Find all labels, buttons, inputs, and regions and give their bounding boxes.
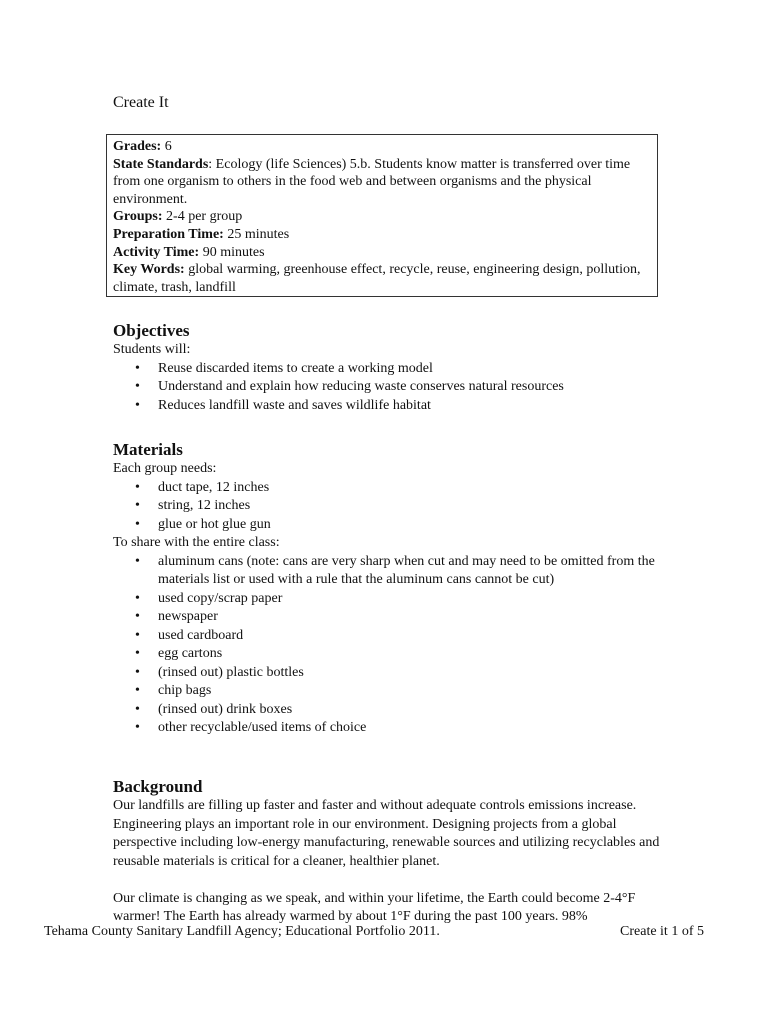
group-materials-intro: Each group needs:	[113, 461, 217, 476]
groups-value: 2-4 per group	[162, 209, 243, 225]
groups-line	[113, 208, 651, 226]
class-materials-list	[113, 553, 673, 738]
material-item: • chip bags	[113, 682, 673, 701]
material-item: • other recyclable/used items of choice	[113, 719, 673, 738]
objective-item: • Reuse discarded items to create a working model	[113, 360, 673, 379]
objectives-section	[113, 320, 673, 415]
group-materials-list	[113, 479, 673, 535]
prep-time-value: 25 minutes	[223, 226, 290, 242]
material-item: • egg cartons	[113, 645, 673, 664]
material-item: • newspaper	[113, 608, 673, 627]
standards-line	[113, 156, 651, 209]
background-heading: Background	[113, 777, 203, 796]
grades-value: 6	[161, 139, 172, 154]
objective-item: • Understand and explain how reducing waste conserves natural resources	[113, 378, 673, 397]
material-item: • used copy/scrap paper	[113, 590, 673, 609]
objectives-list	[113, 360, 673, 416]
background-paragraph: Our climate is changing as we speak, and within your lifetime, the Earth could become 2-4°F warmer! The Earth has already warmed by about 1°F during the past 100 years. 98%	[113, 890, 636, 924]
material-item: • duct tape, 12 inches	[113, 479, 673, 498]
background-section	[113, 776, 673, 927]
objective-item: • Reduces landfill waste and saves wildlife habitat	[113, 397, 673, 416]
material-item: • aluminum cans (note: cans are very sharp when cut and may need to be omitted from the materials list or used with a rule that the aluminum cans cannot be cut)	[113, 553, 673, 590]
activity-time-label: Activity Time:	[113, 244, 200, 260]
material-item: • glue or hot glue gun	[113, 516, 673, 535]
page-title: Create It	[113, 94, 169, 111]
materials-heading: Materials	[113, 440, 183, 459]
keywords-value: global warming, greenhouse effect, recycle, reuse, engineering design, pollution, climate, trash, landfill	[113, 262, 641, 295]
footer-page-number: Create it 1 of 5	[620, 924, 704, 939]
activity-time-value: 90 minutes	[199, 244, 265, 260]
class-materials-intro: To share with the entire class:	[113, 535, 280, 550]
materials-section	[113, 439, 673, 738]
material-item: • used cardboard	[113, 627, 673, 646]
activity-time-line	[113, 244, 651, 262]
material-item: • string, 12 inches	[113, 497, 673, 516]
groups-label: Groups:	[113, 209, 163, 225]
grades-label: Grades:	[113, 139, 162, 154]
material-item: • (rinsed out) drink boxes	[113, 701, 673, 720]
standards-value: : Ecology (life Sciences) 5.b. Students know matter is transferred over time from one organism to others in the food web and between organisms and the physical environment.	[113, 156, 631, 207]
grades-line	[113, 138, 651, 156]
standards-label: State Standards	[113, 156, 209, 172]
page-footer	[44, 924, 704, 940]
keywords-line	[113, 261, 651, 296]
footer-source: Tehama County Sanitary Landfill Agency; Educational Portfolio 2011.	[44, 924, 440, 939]
material-item: • (rinsed out) plastic bottles	[113, 664, 673, 683]
prep-time-label: Preparation Time:	[113, 226, 224, 242]
objectives-heading: Objectives	[113, 321, 190, 340]
prep-time-line	[113, 226, 651, 244]
keywords-label: Key Words:	[113, 262, 185, 278]
objectives-intro: Students will:	[113, 342, 191, 357]
background-paragraph: Our landfills are filling up faster and faster and without adequate controls emissions increase. Engineering plays an important role in our environment. Designing projects from a global perspective including low-energy manufacturing, renewable sources and utilizing recyclables and reusable materials is critical for a cleaner, healthier planet.	[113, 798, 660, 869]
lesson-info-box	[106, 134, 658, 297]
